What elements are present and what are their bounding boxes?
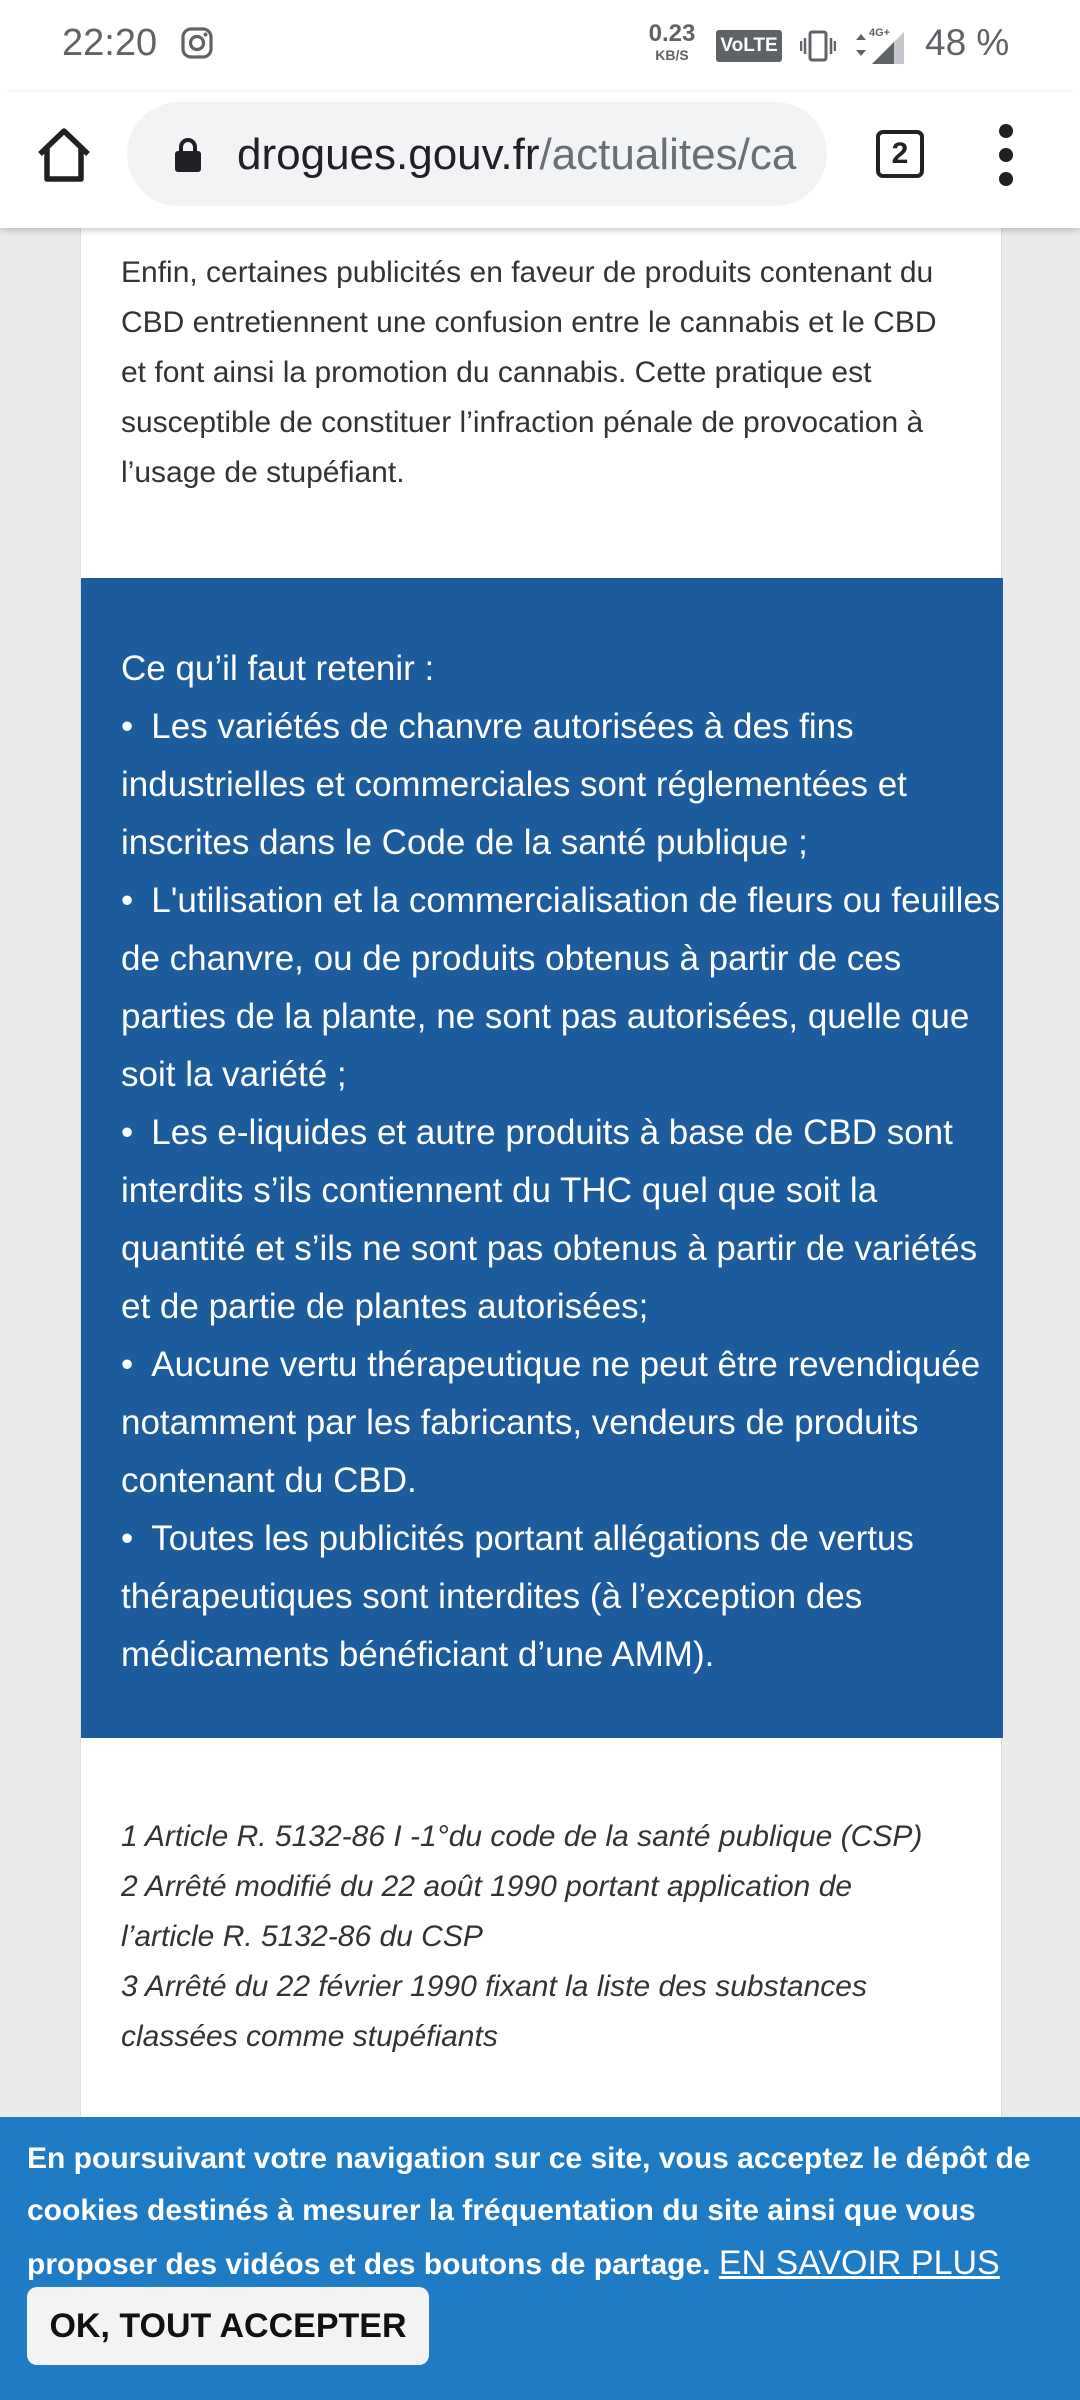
footnote: 3 Arrêté du 22 février 1990 fixant la liste des substances classées comme stupéfiants (121, 1970, 867, 2053)
home-icon[interactable] (30, 122, 98, 190)
footnote: 2 Arrêté modifié du 22 août 1990 portant application de l’article R. 5132-86 du CSP (121, 1870, 853, 1953)
battery-level: 48 % (925, 22, 1010, 63)
url-domain: drogues.gouv.fr (237, 130, 540, 179)
instagram-icon (180, 26, 214, 60)
tabs-icon[interactable]: 2 (876, 130, 924, 178)
bullet-icon: • (121, 881, 134, 920)
cookie-banner (0, 2117, 1080, 2400)
key-point-item (121, 698, 1003, 872)
url-path: /actualites/ca (539, 130, 797, 179)
bullet-icon: • (121, 1345, 134, 1384)
network-speed-unit: KB/S (655, 47, 689, 63)
bullet-icon: • (121, 1113, 134, 1152)
learn-more-link[interactable]: EN SAVOIR PLUS (718, 2244, 1000, 2282)
footnote: 1 Article R. 5132-86 I -1°du code de la santé publique (CSP) (121, 1820, 923, 1853)
network-speed (642, 22, 702, 62)
network-type: 4G+ (869, 27, 891, 39)
url-text (237, 130, 809, 180)
status-time: 22:20 (62, 22, 158, 64)
signal-icon (852, 24, 908, 66)
accept-cookies-button[interactable]: OK, TOUT ACCEPTER (27, 2287, 429, 2365)
status-bar (0, 0, 1080, 92)
footnotes (121, 1812, 951, 2062)
key-point-text: Toutes les publicités portant allégations de vertus thérapeutiques sont interdites (à l’exception des médicaments bénéficiant d’une AMM). (121, 1519, 914, 1674)
cookie-notice-text: En poursuivant votre navigation sur ce site, vous acceptez le dépôt de cookies destinés à mesurer la fréquentation du site ainsi que vous proposer des vidéos et des boutons de partage. (27, 2142, 1031, 2281)
intro-paragraph: Enfin, certaines publicités en faveur de produits contenant du CBD entretiennent une confusion entre le cannabis et le CBD et font ainsi la promotion du cannabis. Cette pratique est susceptible de constituer l’infraction pénale de provocation à l’usage de stupéfiant. (121, 256, 937, 489)
more-vert-icon[interactable] (986, 124, 1026, 186)
key-point-text: Les variétés de chanvre autorisées à des fins industrielles et commerciales sont réglementées et inscrites dans le Code de la santé publique ; (121, 707, 907, 862)
browser-toolbar (0, 92, 1080, 228)
key-point-text: L'utilisation et la commercialisation de fleurs ou feuilles de chanvre, ou de produits obtenus à partir de ces parties de la plante, ne sont pas autorisées, quelle que soit la variété ; (121, 881, 1001, 1094)
network-speed-value: 0.23 (648, 20, 696, 47)
bullet-icon: • (121, 1519, 134, 1558)
key-point-item (121, 1336, 1003, 1510)
address-bar[interactable] (127, 102, 827, 206)
volte-badge: VoLTE (716, 30, 782, 62)
key-points-box (81, 578, 1003, 1738)
lock-icon (173, 136, 203, 174)
bullet-icon: • (121, 707, 134, 746)
key-point-text: Aucune vertu thérapeutique ne peut être revendiquée notamment par les fabricants, vendeurs de produits contenant du CBD. (121, 1345, 981, 1500)
key-point-text: Les e-liquides et autre produits à base de CBD sont interdits s’ils contiennent du THC quel que soit la quantité et s’ils ne sont pas obtenus à partir de variétés et de partie de plantes autorisées; (121, 1113, 978, 1326)
key-point-item (121, 872, 1003, 1104)
key-points-title: Ce qu’il faut retenir : (121, 649, 435, 688)
key-point-item (121, 1510, 1003, 1684)
key-point-item (121, 1104, 1003, 1336)
vibrate-icon (800, 28, 836, 64)
cookie-notice (27, 2133, 1067, 2291)
article-content (80, 228, 1002, 2400)
